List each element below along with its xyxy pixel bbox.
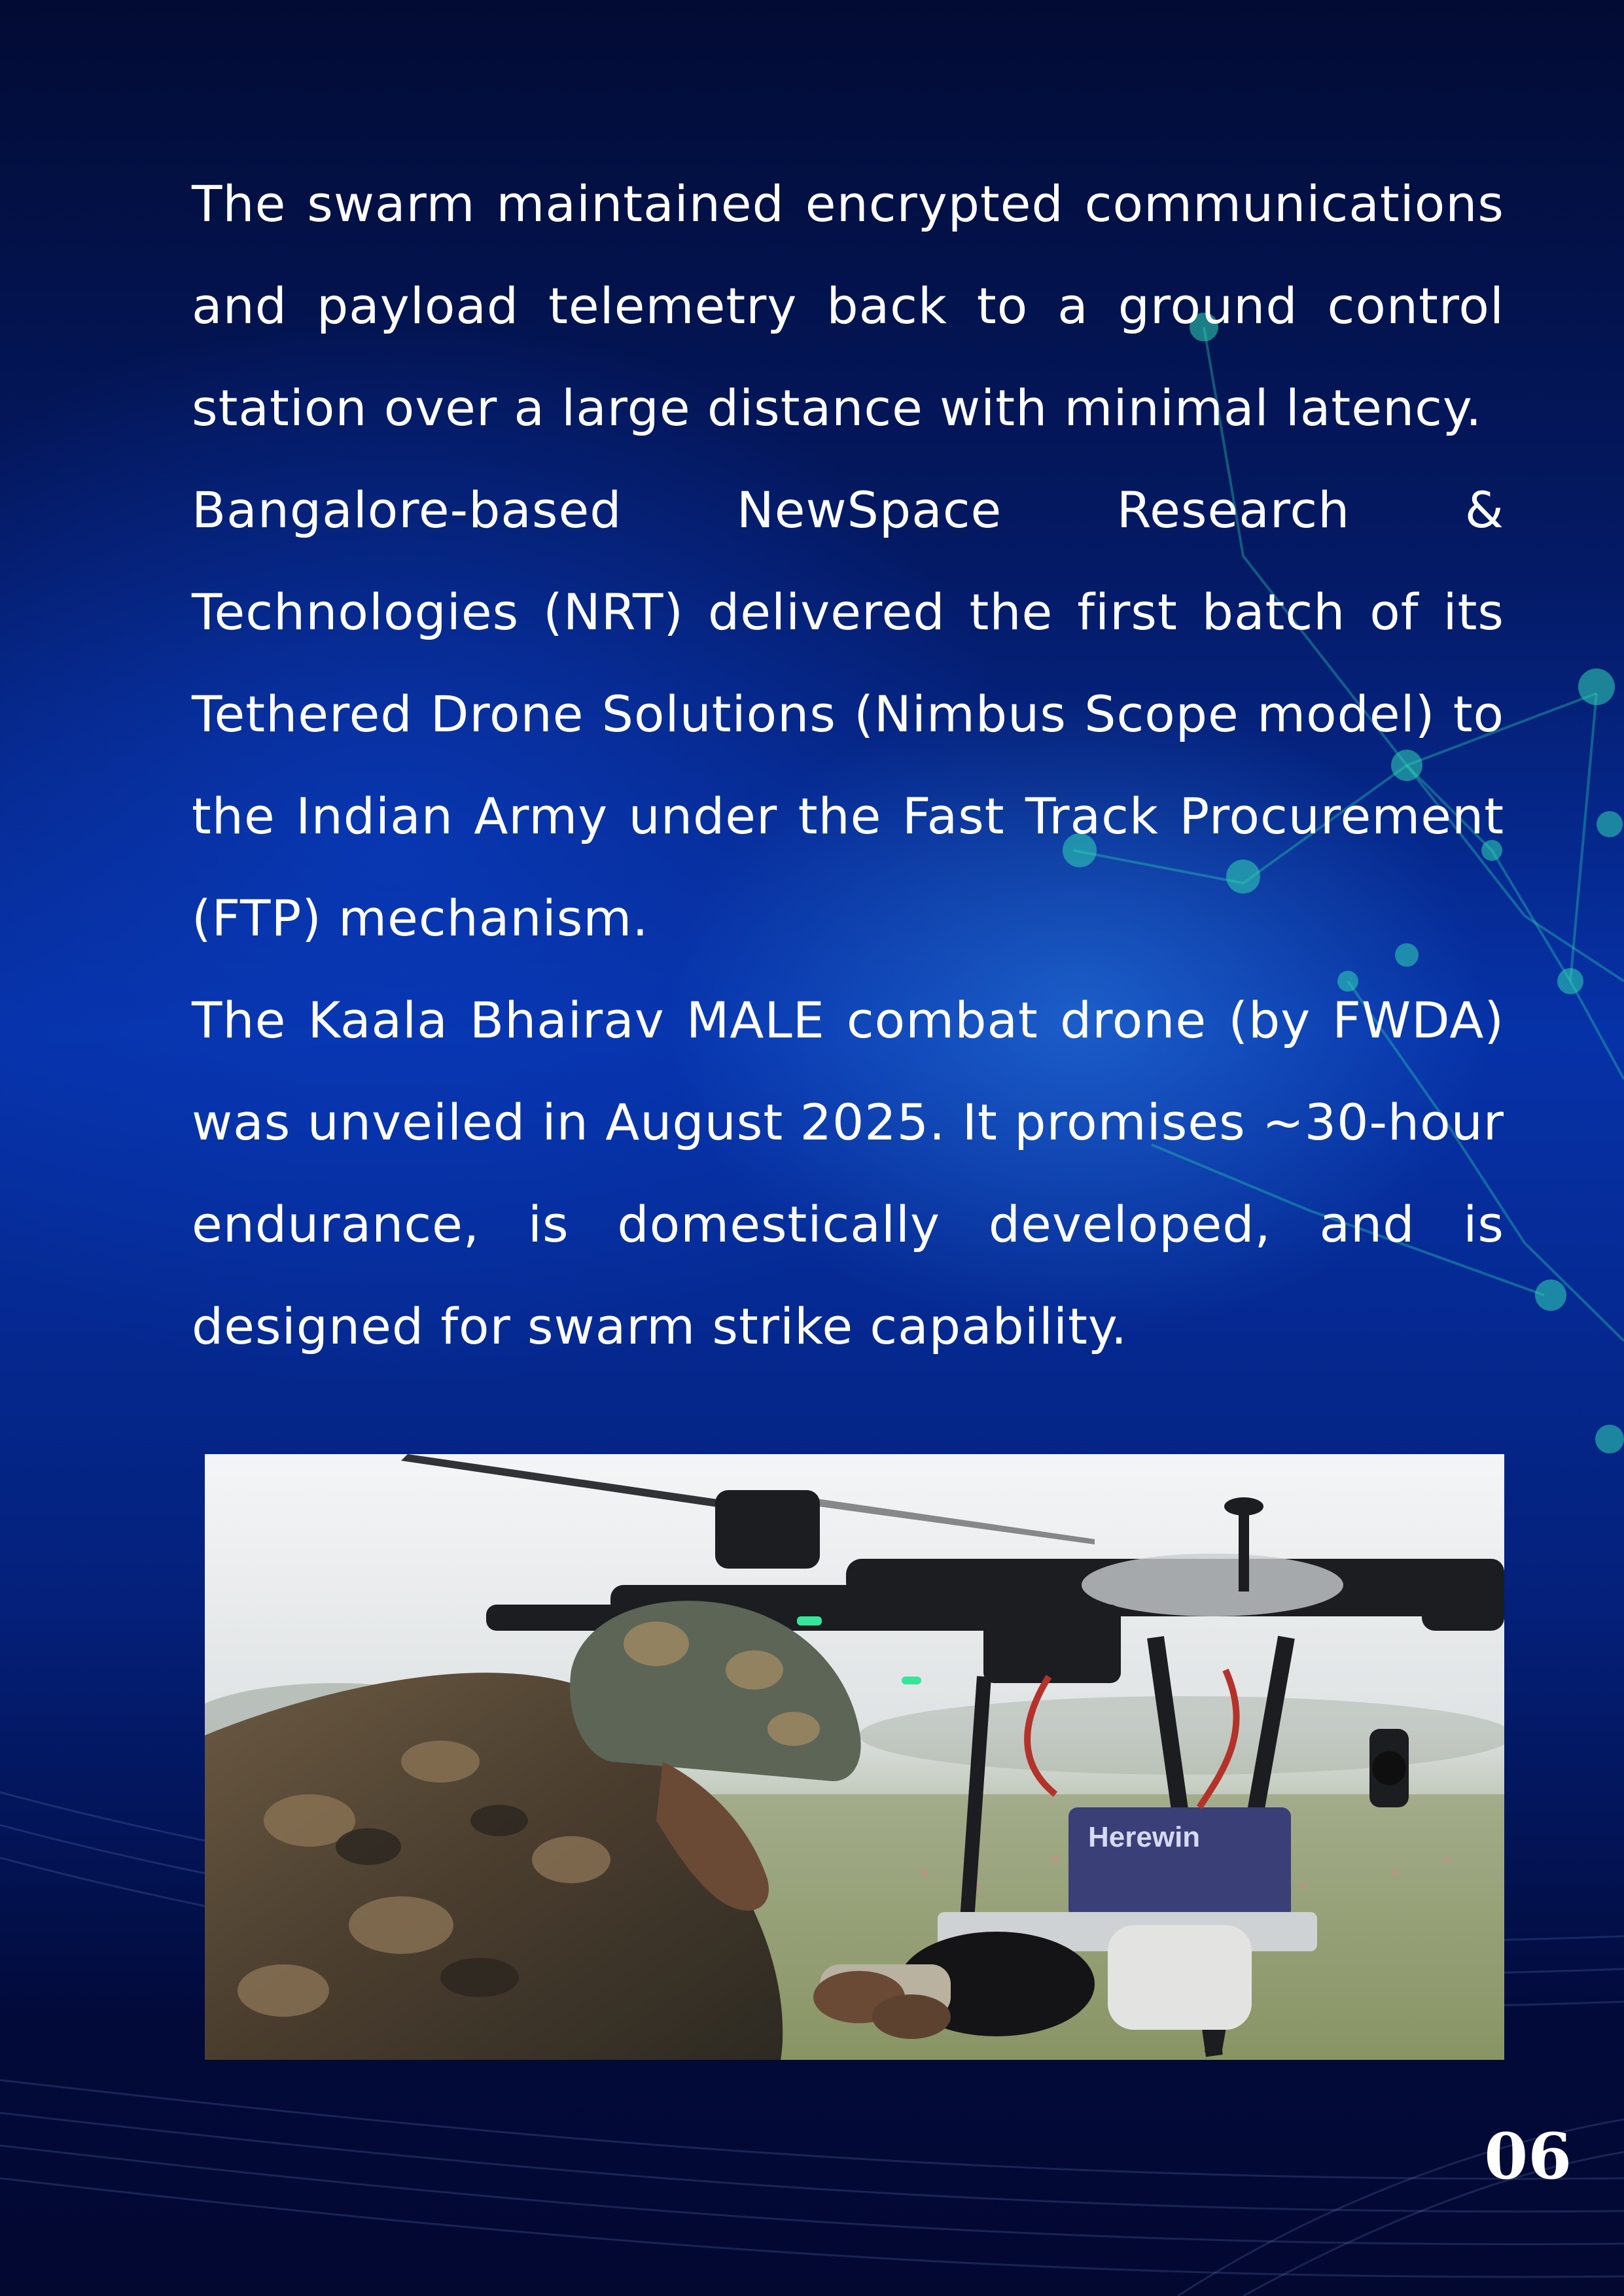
battery-label: Herewin [1088,1821,1201,1853]
soldier-drone-photo [205,1454,1504,2060]
paragraph-nrt-tethered-drones: Bangalore-based NewSpace Research & Technologies (NRT) delivered the first batch of its Tethered Drone Solutions (Nimbus Scope model) to the Indian Army under the Fast Track Procurement (FTP) mechanism. [192,481,1504,947]
page-number: 06 [1484,2119,1572,2193]
paragraph-kaala-bhairav: The Kaala Bhairav MALE combat drone (by FWDA) was unveiled in August 2025. It promises ~30-hour endurance, is domestically developed, and is designed for swarm strike capability. [192,991,1504,1355]
paragraph-swarm-communications: The swarm maintained encrypted communications and payload telemetry back to a ground control station over a large distance with minimal latency. [192,175,1504,437]
article-body [192,153,1504,1378]
